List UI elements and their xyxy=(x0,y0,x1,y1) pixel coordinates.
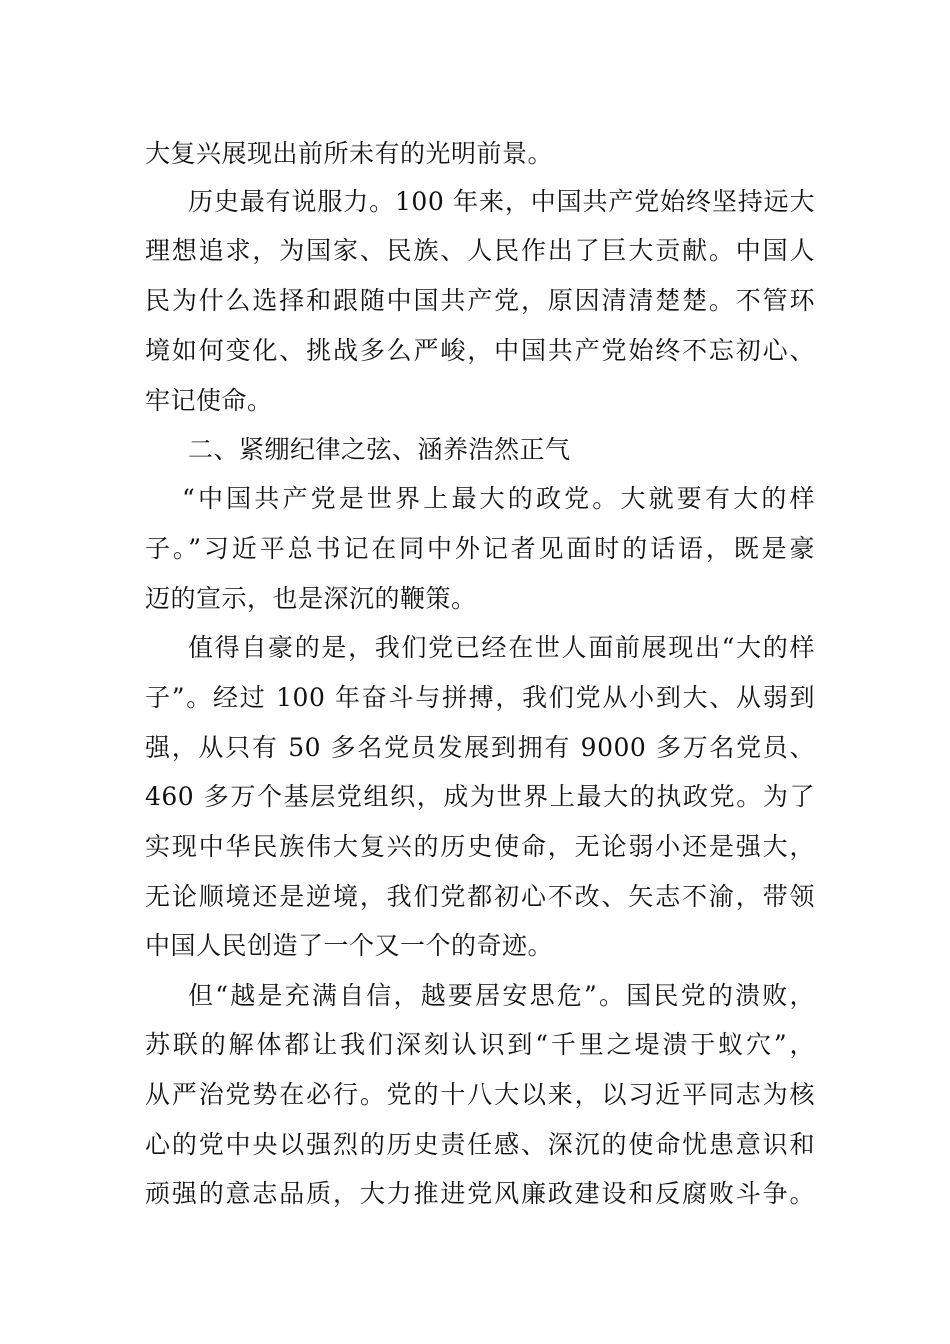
text-line-12: 子”。经过 100 年奋斗与拼搏，我们党从小到大、从弱到 xyxy=(145,683,815,712)
text-line-17: 中国人民创造了一个又一个的奇迹。 xyxy=(145,931,554,960)
text-line-16: 无论顺境还是逆境，我们党都初心不改、矢志不渝，带领 xyxy=(145,882,815,911)
text-line-6: 牢记使命。 xyxy=(145,386,273,415)
text-line-14: 460 多万个基层党组织，成为世界上最大的执政党。为了 xyxy=(145,782,815,811)
text-line-22: 顽强的意志品质，大力推进党风廉政建设和反腐败斗争。 xyxy=(145,1179,815,1208)
text-line-1: 大复兴展现出前所未有的光明前景。 xyxy=(145,139,554,168)
text-line-11: 值得自豪的是，我们党已经在世人面前展现出“大的样 xyxy=(188,633,815,662)
text-line-3: 理想追求，为国家、民族、人民作出了巨大贡献。中国人 xyxy=(145,236,815,265)
text-line-5: 境如何变化、挑战多么严峻，中国共产党始终不忘初心、 xyxy=(145,336,815,365)
text-line-9: 子。”习近平总书记在同中外记者见面时的话语，既是豪 xyxy=(145,534,815,563)
text-line-13: 强，从只有 50 多名党员发展到拥有 9000 多万名党员、 xyxy=(145,733,815,762)
text-line-20: 从严治党势在必行。党的十八大以来，以习近平同志为核 xyxy=(145,1080,815,1109)
text-line-15: 实现中华民族伟大复兴的历史使命，无论弱小还是强大， xyxy=(145,832,815,861)
section-heading: 二、紧绷纪律之弦、涵养浩然正气 xyxy=(188,435,571,464)
text-line-19: 苏联的解体都让我们深刻认识到“千里之堤溃于蚁穴”， xyxy=(145,1030,815,1059)
text-line-18: 但“越是充满自信，越要居安思危”。国民党的溃败， xyxy=(188,981,815,1010)
text-line-8: “中国共产党是世界上最大的政党。大就要有大的样 xyxy=(182,484,815,513)
text-line-10: 迈的宣示，也是深沉的鞭策。 xyxy=(145,584,477,613)
text-line-2: 历史最有说服力。100 年来，中国共产党始终坚持远大 xyxy=(188,187,815,216)
text-line-21: 心的党中央以强烈的历史责任感、深沉的使命忧患意识和 xyxy=(145,1130,815,1159)
text-line-4: 民为什么选择和跟随中国共产党，原因清清楚楚。不管环 xyxy=(145,286,815,315)
